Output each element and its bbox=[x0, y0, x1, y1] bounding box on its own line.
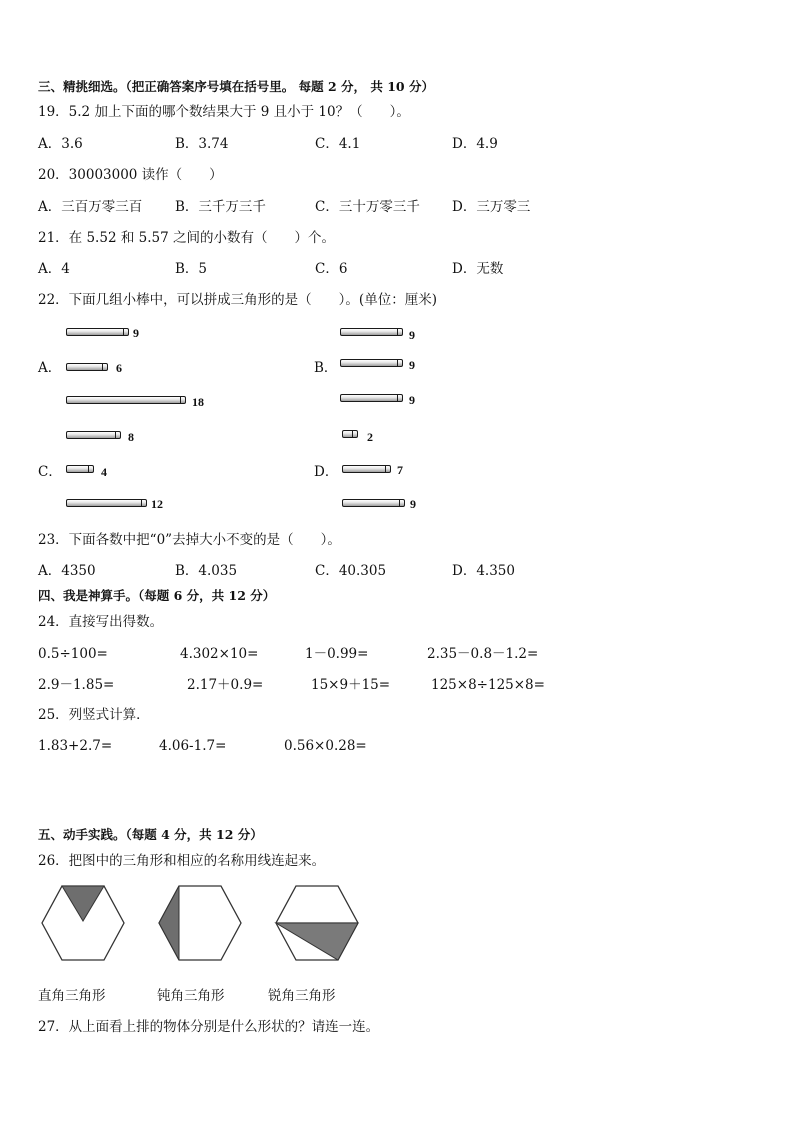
question-20: 20．30003000 读作（ ） bbox=[38, 167, 223, 183]
name-right-triangle: 直角三角形 bbox=[38, 988, 106, 1004]
stick-b-2-length: 9 bbox=[409, 358, 415, 372]
stick-d-2-length: 7 bbox=[397, 463, 403, 477]
calc-r1-1: 0.5÷100= bbox=[38, 646, 108, 662]
calc-r2-3: 15×9＋15= bbox=[311, 677, 391, 693]
calc-r1-2: 4.302×10= bbox=[180, 646, 259, 662]
q22-label-b: B． bbox=[314, 360, 338, 376]
stick-d-1 bbox=[342, 430, 358, 438]
question-22: 22．下面几组小棒中，可以拼成三角形的是（ ）。(单位：厘米) bbox=[38, 292, 437, 308]
name-acute-triangle: 锐角三角形 bbox=[268, 988, 336, 1004]
stick-c-2 bbox=[66, 465, 94, 473]
stick-a-3 bbox=[66, 396, 186, 404]
stick-a-2 bbox=[66, 363, 108, 371]
calc-r1-4: 2.35－0.8－1.2= bbox=[427, 646, 539, 662]
q23-option-c: C．40.305 bbox=[315, 563, 387, 579]
question-27: 27．从上面看上排的物体分别是什么形状的？请连一连。 bbox=[38, 1019, 380, 1035]
question-24: 24．直接写出得数。 bbox=[38, 614, 164, 630]
q23-option-b: B．4.035 bbox=[175, 563, 238, 579]
q19-option-a: A．3.6 bbox=[38, 136, 83, 152]
stick-d-3 bbox=[342, 499, 405, 507]
q20-option-c: C．三十万零三千 bbox=[315, 199, 420, 215]
question-25: 25．列竖式计算． bbox=[38, 707, 150, 723]
q19-option-c: C．4.1 bbox=[315, 136, 361, 152]
q22-label-d: D． bbox=[314, 464, 339, 480]
q19-option-b: B．3.74 bbox=[175, 136, 229, 152]
section-5-heading: 五、动手实践。（每题 4 分，共 12 分） bbox=[38, 827, 263, 842]
section-3-heading: 三、精挑细选。（把正确答案序号填在括号里。 每题 2 分， 共 10 分） bbox=[38, 79, 434, 94]
q23-option-d: D．4.350 bbox=[452, 563, 515, 579]
hexagon-figure-1 bbox=[40, 885, 126, 961]
stick-c-1 bbox=[66, 431, 121, 439]
stick-b-3 bbox=[340, 394, 403, 402]
q21-option-d: D．无数 bbox=[452, 261, 504, 277]
calc-r2-2: 2.17＋0.9= bbox=[187, 677, 264, 693]
calc-r1-3: 1－0.99= bbox=[305, 646, 369, 662]
vertical-calc-3: 0.56×0.28= bbox=[284, 738, 367, 754]
q20-option-a: A．三百万零三百 bbox=[38, 199, 143, 215]
vertical-calc-2: 4.06-1.7= bbox=[159, 738, 227, 754]
stick-b-2 bbox=[340, 359, 403, 367]
vertical-calc-1: 1.83+2.7= bbox=[38, 738, 113, 754]
stick-a-1-length: 9 bbox=[133, 326, 139, 340]
q20-option-d: D．三万零三 bbox=[452, 199, 531, 215]
q22-label-a: A． bbox=[38, 360, 62, 376]
stick-b-1-length: 9 bbox=[409, 328, 415, 342]
stick-a-2-length: 6 bbox=[116, 361, 122, 375]
hexagon-figure-2 bbox=[157, 885, 243, 961]
stick-c-1-length: 8 bbox=[128, 430, 134, 444]
stick-b-1 bbox=[340, 328, 403, 336]
q19-option-d: D．4.9 bbox=[452, 136, 498, 152]
stick-a-3-length: 18 bbox=[192, 395, 204, 409]
q21-option-a: A．4 bbox=[38, 261, 70, 277]
section-4-heading: 四、我是神算手。（每题 6 分，共 12 分） bbox=[38, 588, 276, 603]
stick-d-1-length: 2 bbox=[367, 430, 373, 444]
stick-d-2 bbox=[342, 465, 391, 473]
stick-a-1 bbox=[66, 328, 129, 336]
q23-option-a: A．4350 bbox=[38, 563, 96, 579]
stick-c-2-length: 4 bbox=[101, 465, 107, 479]
q22-label-c: C． bbox=[38, 464, 62, 480]
q21-option-c: C．6 bbox=[315, 261, 348, 277]
hexagon-figure-3 bbox=[274, 885, 360, 961]
stick-b-3-length: 9 bbox=[409, 393, 415, 407]
question-19: 19．5.2 加上下面的哪个数结果大于 9 且小于 10？（ ）。 bbox=[38, 104, 410, 120]
name-obtuse-triangle: 钝角三角形 bbox=[157, 988, 225, 1004]
stick-c-3 bbox=[66, 499, 147, 507]
calc-r2-1: 2.9－1.85= bbox=[38, 677, 115, 693]
stick-c-3-length: 12 bbox=[151, 497, 163, 511]
stick-d-3-length: 9 bbox=[410, 497, 416, 511]
calc-r2-4: 125×8÷125×8= bbox=[431, 677, 545, 693]
question-26: 26．把图中的三角形和相应的名称用线连起来。 bbox=[38, 853, 326, 869]
question-21: 21．在 5.52 和 5.57 之间的小数有（ ）个。 bbox=[38, 230, 335, 246]
q21-option-b: B．5 bbox=[175, 261, 208, 277]
question-23: 23．下面各数中把“0”去掉大小不变的是（ ）。 bbox=[38, 532, 341, 548]
q20-option-b: B．三千万三千 bbox=[175, 199, 266, 215]
